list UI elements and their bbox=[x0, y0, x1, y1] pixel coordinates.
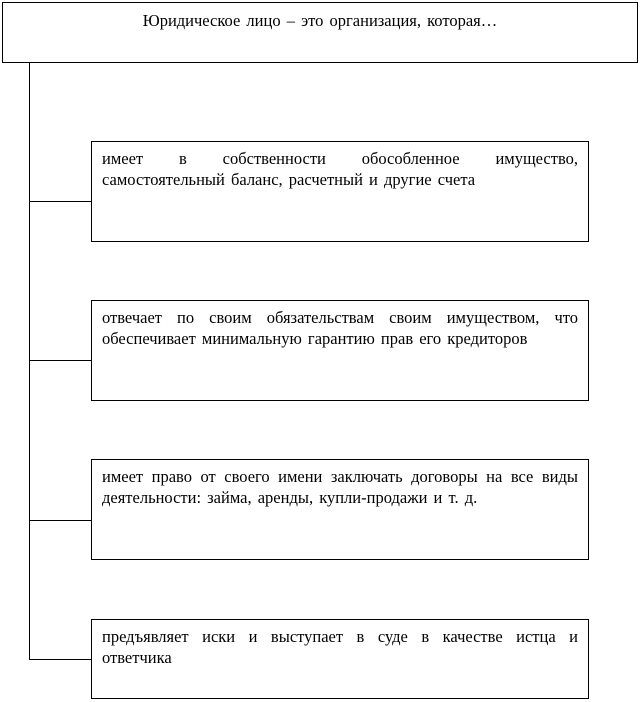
feature-text-1: имеет в собственности обособленное имущество, самостоятельный баланс, расчетный и другие счета bbox=[102, 149, 578, 189]
feature-text-2: отвечает по своим обязательствам своим имуществом, что обеспечивает минимальную гарантию прав его кредиторов bbox=[102, 308, 578, 348]
definition-header-text: Юридическое лицо – это организация, которая… bbox=[142, 11, 498, 30]
feature-text-3: имеет право от своего имени заключать договоры на все виды деятельности: займа, аренды, купли-продажи и т. д. bbox=[102, 467, 578, 507]
definition-header-box bbox=[2, 2, 638, 63]
feature-box-3 bbox=[91, 459, 589, 560]
connector-branch-2 bbox=[29, 360, 91, 361]
feature-box-4 bbox=[91, 619, 589, 699]
connector-branch-3 bbox=[29, 520, 91, 521]
feature-text-4: предъявляет иски и выступает в суде в качестве истца и ответчика bbox=[102, 627, 578, 667]
feature-box-1 bbox=[91, 141, 589, 242]
connector-trunk-line bbox=[29, 63, 30, 659]
connector-branch-4 bbox=[29, 659, 91, 660]
connector-branch-1 bbox=[29, 201, 91, 202]
feature-box-2 bbox=[91, 300, 589, 401]
